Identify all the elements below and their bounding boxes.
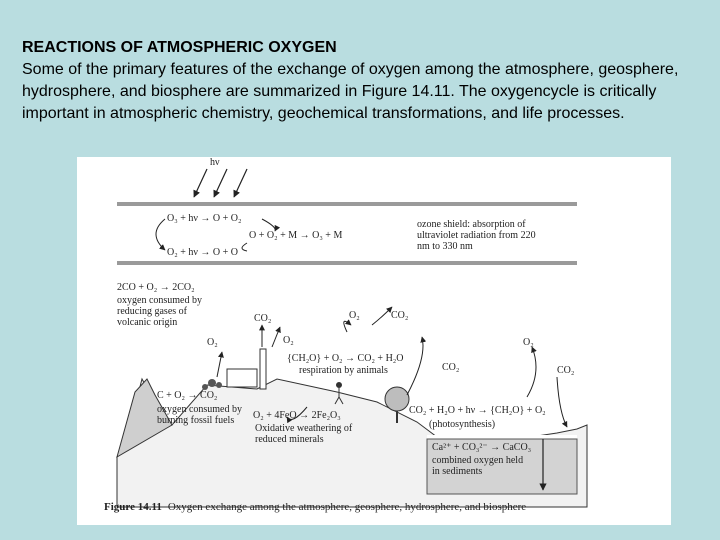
label-burning-eq: C + O₂ → CO₂ bbox=[157, 390, 218, 401]
label-respiration-text: respiration by animals bbox=[299, 365, 388, 376]
label-co2-left: CO₂ bbox=[254, 313, 272, 324]
label-o2-mid: O₂ bbox=[283, 335, 294, 346]
slide-heading: REACTIONS OF ATMOSPHERIC OXYGEN bbox=[22, 39, 337, 56]
label-volcanic-eq: 2CO + O₂ → 2CO₂ bbox=[117, 282, 195, 293]
radiation-arrows bbox=[194, 169, 247, 197]
label-o2-left: O₂ bbox=[207, 337, 218, 348]
label-co2-far-right: CO₂ bbox=[557, 365, 575, 376]
band-bottom bbox=[117, 261, 577, 265]
label-volcanic-text: oxygen consumed by reducing gases of volcanic origin bbox=[117, 295, 202, 328]
label-sediment-text: combined oxygen held in sediments bbox=[432, 455, 524, 477]
factory bbox=[227, 369, 257, 387]
label-o3-line1: O₃ + hν → O + O₂ bbox=[167, 213, 242, 224]
label-ozone-shield: ozone shield: absorption of ultraviolet radiation from 220 nm to 330 nm bbox=[417, 219, 536, 252]
slide-body: Some of the primary features of the exchange of oxygen among the atmosphere, geosphere, hydrosphere, and biosphere are summarized in Figure 14.11. The oxygencycle is critically important in atmospheric chemistry, geochemical transformations, and life processes. bbox=[22, 61, 679, 122]
figure-caption-text: Oxygen exchange among the atmosphere, geosphere, hydrosphere, and biosphere bbox=[167, 501, 527, 513]
label-burning-text: oxygen consumed by burning fossil fuels bbox=[157, 404, 242, 426]
label-co2-right: CO₂ bbox=[442, 362, 460, 373]
label-sediment-eq: Ca²⁺ + CO₃²⁻ → CaCO₃ bbox=[432, 442, 532, 453]
label-weathering-eq: O₂ + 4FeO → 2Fe₂O₃ bbox=[253, 410, 341, 421]
label-hv-top: hν bbox=[210, 157, 220, 168]
label-o2-center: O₂ bbox=[349, 310, 360, 321]
smokestack bbox=[260, 349, 266, 389]
band-top bbox=[117, 202, 577, 206]
oxygen-cycle-figure bbox=[77, 157, 671, 525]
label-o2-right: O₂ bbox=[523, 337, 534, 348]
label-o3-line3: O₂ + hν → O + O bbox=[167, 247, 238, 258]
label-photosynthesis-eq: CO₂ + H₂O + hν → {CH₂O} + O₂ bbox=[409, 405, 546, 416]
label-weathering-text: Oxidative weathering of reduced minerals bbox=[255, 423, 353, 445]
figure-caption-number: Figure 14.11 bbox=[104, 501, 162, 513]
label-o3-line2: O + O₂ + M → O₃ + M bbox=[249, 230, 343, 241]
slide-text bbox=[22, 37, 702, 125]
label-respiration-eq: {CH₂O} + O₂ → CO₂ + H₂O bbox=[287, 353, 404, 364]
label-co2-center: CO₂ bbox=[391, 310, 409, 321]
figure-caption bbox=[104, 501, 526, 513]
label-photosynthesis-text: (photosynthesis) bbox=[429, 419, 496, 430]
